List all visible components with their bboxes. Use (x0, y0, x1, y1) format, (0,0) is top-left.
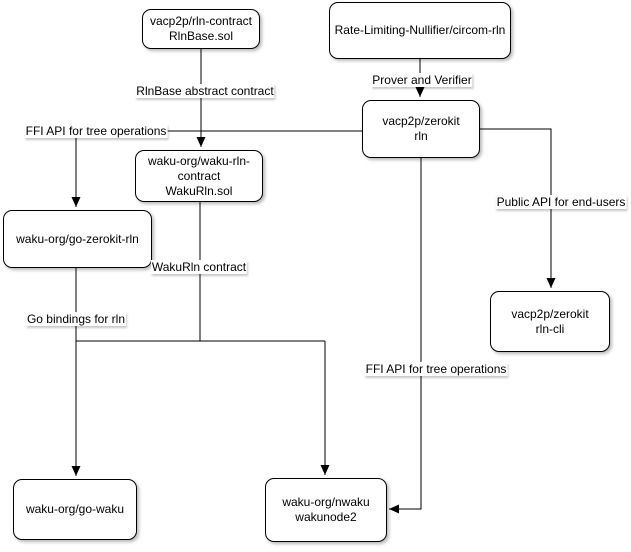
node-nwaku-line1: waku-org/nwaku (282, 495, 370, 509)
node-zerokit-rln (362, 100, 480, 158)
node-nwaku-line2: wakunode2 (295, 510, 357, 524)
node-circom-rln-line1: Rate-Limiting-Nullifier/circom-rln (334, 23, 506, 37)
node-waku-rln-contract-line1: waku-org/waku-rln- (147, 153, 251, 168)
node-zerokit-rln-cli-line2: rln-cli (535, 321, 565, 336)
node-waku-rln-contract (135, 150, 263, 202)
node-circom-rln (329, 2, 511, 59)
node-zerokit-rln-line1: vacp2p/zerokit (382, 114, 460, 128)
edge-label-go-bindings-for-rln: Go bindings for rln (26, 312, 126, 326)
node-zerokit-rln-cli-line1: vacp2p/zerokit (511, 306, 589, 321)
node-zerokit-rln-cli (490, 291, 610, 352)
node-waku-rln-contract-line3: WakuRln.sol (165, 183, 233, 198)
edge-zerokit-to-nwaku (389, 158, 421, 509)
edge-label-ffi-api-tree-operations-right: FFI API for tree operations (365, 362, 507, 376)
edge-label-rlnbase-abstract-contract: RlnBase abstract contract (136, 84, 274, 98)
node-zerokit-rln-line2: rln (414, 129, 428, 143)
edge-label-public-api-end-users: Public API for end-users (496, 195, 626, 209)
node-waku-rln-contract-line2: contract (177, 168, 221, 183)
node-rln-contract (142, 9, 260, 49)
node-go-waku-line1: waku-org/go-waku (25, 502, 125, 516)
node-go-waku (13, 479, 137, 540)
node-rln-contract-line2: RlnBase.sol (168, 29, 234, 43)
node-go-zerokit-rln (3, 210, 152, 268)
edge-label-ffi-api-tree-operations-left: FFI API for tree operations (25, 124, 167, 138)
node-rln-contract-line1: vacp2p/rln-contract (149, 14, 253, 28)
edge-label-prover-and-verifier: Prover and Verifier (372, 73, 472, 87)
node-go-zerokit-rln-line1: waku-org/go-zerokit-rln (16, 231, 139, 246)
node-nwaku (265, 478, 387, 542)
edge-label-wakurln-contract: WakuRln contract (151, 260, 247, 274)
